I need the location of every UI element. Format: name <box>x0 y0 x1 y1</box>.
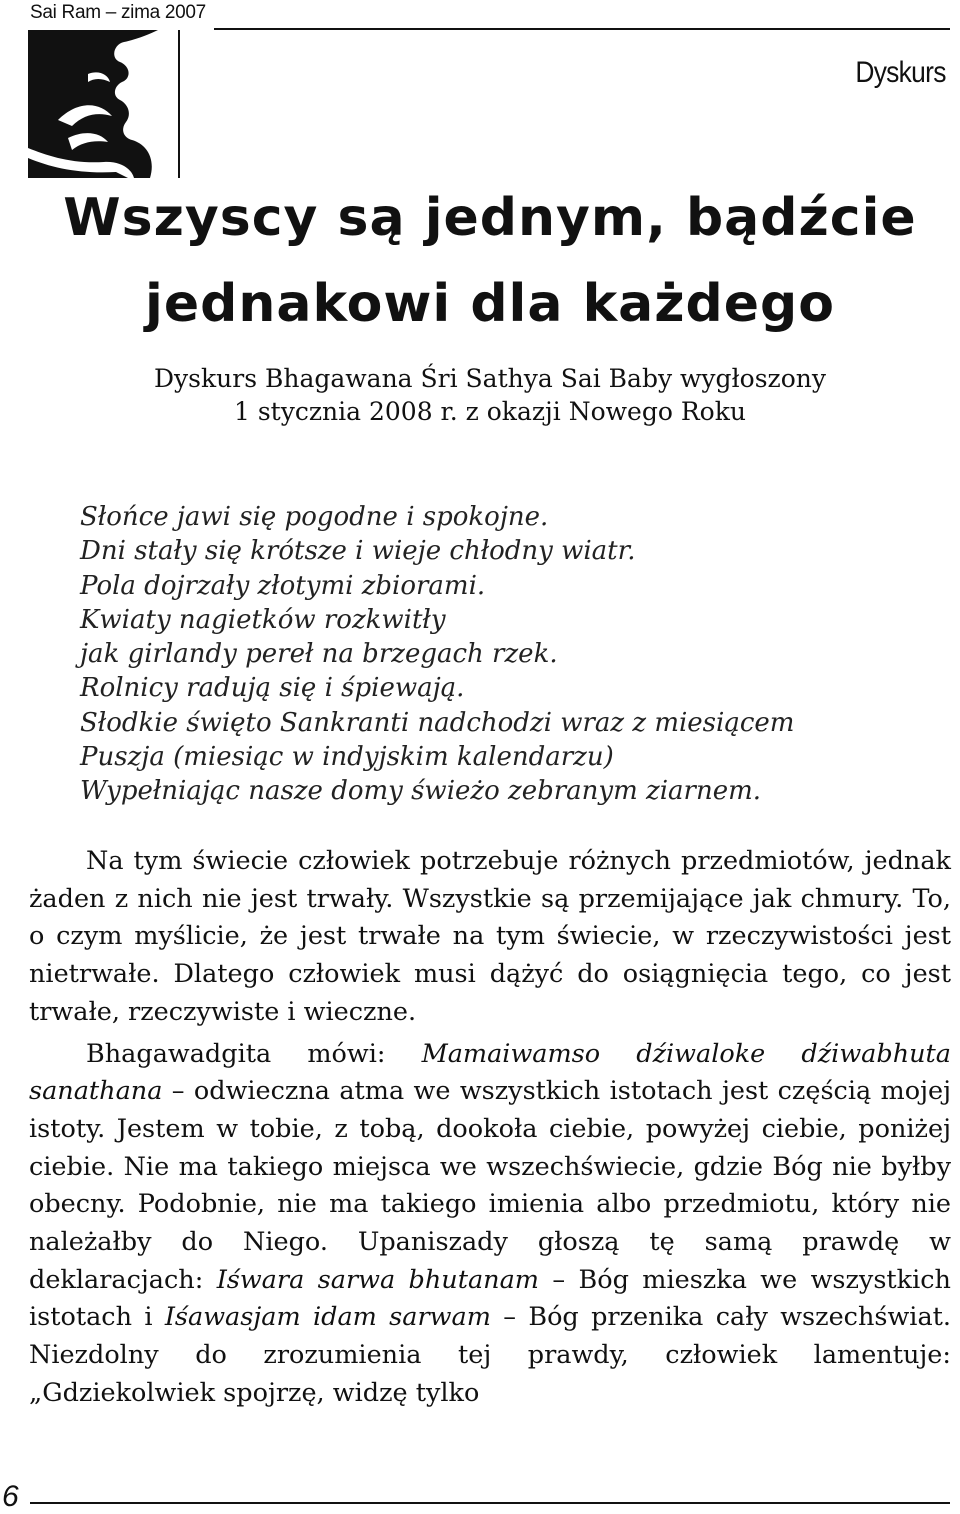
paragraph-2-text: – Bóg mieszka we wszystkich istotach i <box>29 1264 951 1333</box>
paragraph-1: Na tym świecie człowiek potrzebuje różnych przedmiotów, jednak żaden z nich nie jest trwały. Wszystkie są przemijające jak chmury. To, o czym myślicie, że jest trwałe na tym świecie, w rzeczywistości jest nietrwałe. Dlatego człowiek musi dążyć do osiągnięcia tego, co jest trwałe, rzeczywiste i wieczne. <box>29 846 951 1027</box>
page-title <box>40 175 940 347</box>
poem-line: Słońce jawi się pogodne i spokojne. <box>80 502 549 532</box>
title-line-1: Wszyscy są jednym, bądźcie <box>63 188 917 248</box>
footer-rule <box>30 1502 950 1504</box>
poem-line: Rolnicy radują się i śpiewają. <box>80 673 465 704</box>
sanskrit-quote: Iśwara sarwa bhutanam <box>216 1264 539 1295</box>
poem-line: Kwiaty nagietków rozkwitły <box>80 604 446 635</box>
subtitle-line-2: 1 stycznia 2008 r. z okazji Nowego Roku <box>234 397 746 426</box>
poem-line: jak girlandy pereł na brzegach rzek. <box>80 639 558 670</box>
sanskrit-quote: Mamaiwamso dźiwaloke dźiwabhuta sanathana <box>29 1038 951 1107</box>
paragraph-2-text: Bhagawadgita mówi: <box>86 1038 422 1069</box>
face-silhouette-logo-icon <box>28 30 180 178</box>
sanskrit-quote: Iśawasjam idam sarwam <box>164 1302 491 1333</box>
header-running-title: Sai Ram – zima 2007 <box>30 2 206 23</box>
title-line-2: jednakowi dla każdego <box>145 274 835 334</box>
body-text <box>29 843 951 1417</box>
poem-line: Pola dojrzały złotymi zbiorami. <box>80 570 486 601</box>
section-label: Dyskurs <box>855 56 946 89</box>
poem-line: Słodkie święto Sankranti nadchodzi wraz z miesiącem <box>80 707 795 738</box>
poem-line: Wypełniając nasze domy świeżo zebranym ziarnem. <box>80 776 762 807</box>
poem <box>80 500 950 809</box>
subtitle-line-1: Dyskurs Bhagawana Śri Sathya Sai Baby wygłoszony <box>154 364 826 393</box>
page-number: 6 <box>2 1480 19 1513</box>
paragraph-2 <box>29 1036 951 1413</box>
header-rule <box>214 28 950 30</box>
subtitle <box>40 362 940 428</box>
paragraph-2-text: – odwieczna atma we wszystkich istotach jest częścią mojej istoty. Jestem w tobie, z tobą, dookoła ciebie, powyżej ciebie, poniżej ciebie. Nie ma takiego miejsca we wszechświecie, gdzie Bóg nie byłby obecny. Podobnie, nie ma takiego imienia albo przedmiotu, który nie należałby do Niego. Upaniszady głoszą tę samą prawdę w deklaracjach: <box>29 1076 951 1295</box>
poem-line: Puszja (miesiąc w indyjskim kalendarzu) <box>80 742 614 773</box>
poem-line: Dni stały się krótsze i wieje chłodny wiatr. <box>80 536 636 567</box>
paragraph-2-text: – Bóg przenika cały wszechświat. Niezdolny do zrozumienia tej prawdy, człowiek lamentuje: „Gdziekolwiek spojrzę, widzę tylko <box>29 1302 951 1408</box>
